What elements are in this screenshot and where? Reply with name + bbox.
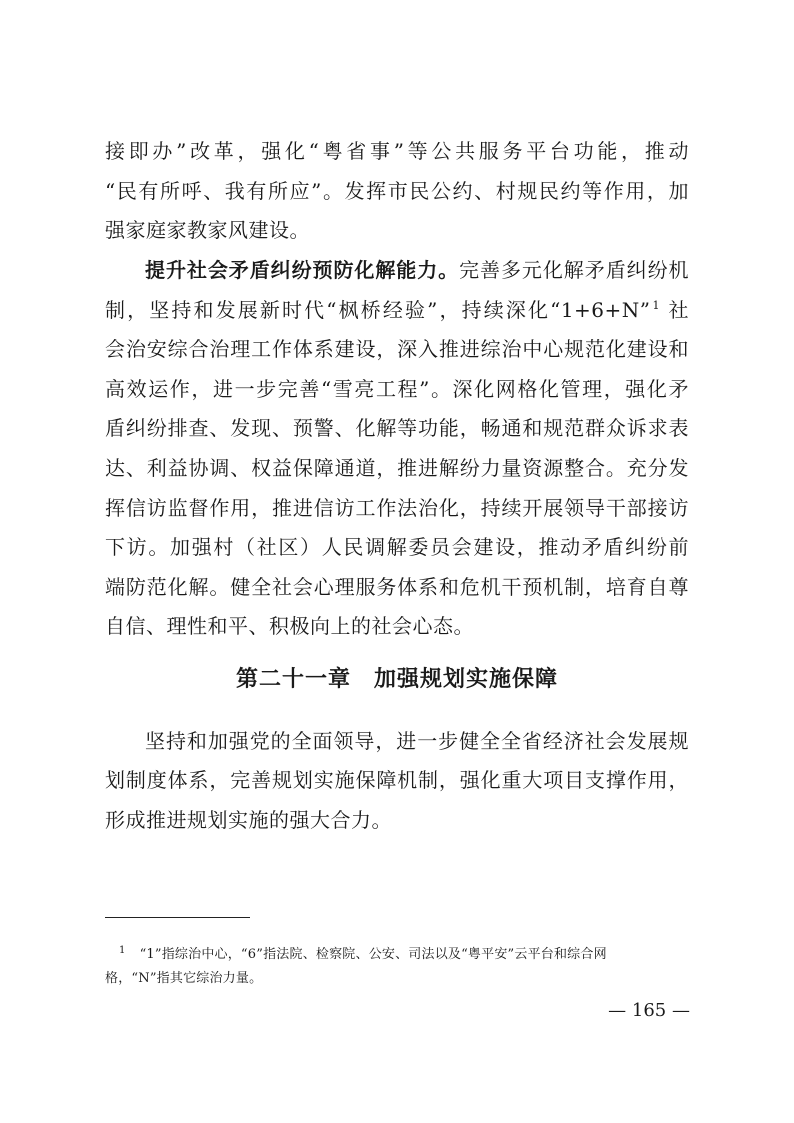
paragraph-line: 强家庭家教家风建设。 xyxy=(105,218,310,242)
page-number: — 165 — xyxy=(608,1000,690,1021)
paragraph-line: 接即办”改革，强化“粤省事”等公共服务平台功能，推动 xyxy=(105,139,689,163)
paragraph-line: 盾纠纷排查、发现、预警、化解等功能，畅通和规范群众诉求表 xyxy=(105,416,689,440)
footnote-divider xyxy=(105,917,250,918)
paragraph-line: 自信、理性和平、积极向上的社会心态。 xyxy=(105,614,474,638)
paragraph-line: 会治安综合治理工作体系建设，深入推进综治中心规范化建设和 xyxy=(105,337,689,361)
paragraph-text: 制，坚持和发展新时代“枫桥经验”，持续深化“1+6+N” xyxy=(105,298,651,322)
paragraph-line: 下访。加强村（社区）人民调解委员会建设，推动矛盾纠纷前 xyxy=(105,535,689,559)
paragraph-line: 坚持和加强党的全面领导，进一步健全全省经济社会发展规 xyxy=(145,729,689,753)
paragraph-line xyxy=(105,290,689,330)
chapter-number: 第二十一章 xyxy=(235,666,351,692)
footnote-line xyxy=(105,943,689,967)
paragraph-line xyxy=(145,250,689,290)
chapter-title: 加强规划实施保障 xyxy=(374,666,559,692)
paragraph-line: 形成推进规划实施的强大合力。 xyxy=(105,808,392,832)
footnote-reference: 1 xyxy=(652,299,661,313)
chapter-heading xyxy=(105,657,689,701)
page-number-value: 165 xyxy=(631,1000,667,1021)
paragraph-text: 社 xyxy=(668,298,689,322)
paragraph-line: 达、利益协调、权益保障通道，推进解纷力量资源整合。充分发 xyxy=(105,456,689,480)
paragraph-line: 划制度体系，完善规划实施保障机制，强化重大项目支撑作用， xyxy=(105,768,689,792)
paragraph-heading: 提升社会矛盾纠纷预防化解能力。 xyxy=(145,258,460,282)
footnote-mark: 1 xyxy=(119,944,126,956)
paragraph-line: 端防范化解。健全社会心理服务体系和危机干预机制，培育自尊 xyxy=(105,575,689,599)
paragraph-line: 高效运作，进一步完善“雪亮工程”。深化网格化管理，强化矛 xyxy=(105,377,689,401)
paragraph-line: 挥信访监督作用，推进信访工作法治化，持续开展领导干部接访 xyxy=(105,496,689,520)
paragraph-text: 完善多元化解矛盾纠纷机 xyxy=(459,258,689,282)
footnote-text: “1”指综治中心，“6”指法院、检察院、公安、司法以及“粤平安”云平台和综合网 xyxy=(139,947,607,962)
footnote-line: 格，“N”指其它综治力量。 xyxy=(105,971,263,986)
paragraph-line: “民有所呼、我有所应”。发挥市民公约、村规民约等作用，加 xyxy=(105,179,689,203)
